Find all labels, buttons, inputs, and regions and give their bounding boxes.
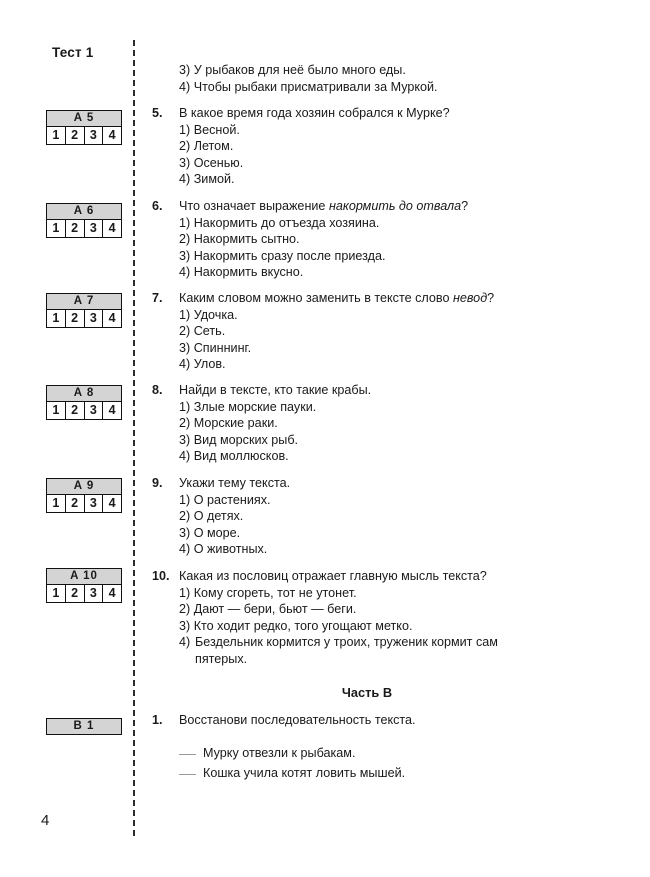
option-item[interactable]: 3) О море. [179, 525, 241, 540]
option-item[interactable]: 2) О детях. [179, 509, 244, 524]
question-9 [152, 475, 622, 558]
left-margin-column [0, 0, 134, 877]
question-stem [152, 568, 622, 585]
sequence-item[interactable] [152, 743, 622, 763]
option-item[interactable]: 1) Накормить до отъезда хозяина. [179, 215, 380, 230]
question-stem [152, 105, 622, 122]
answer-cell-4[interactable]: 4 [103, 220, 121, 237]
question-number: 8. [152, 383, 163, 397]
answer-choice-cells[interactable] [47, 220, 121, 237]
page-number: 4 [41, 812, 50, 829]
spacer [152, 729, 622, 743]
option-item[interactable]: 2) Летом. [179, 139, 234, 154]
answer-cell-4[interactable]: 4 [103, 585, 121, 602]
answer-choice-cells[interactable] [47, 585, 121, 602]
option-item[interactable]: 1) О растениях. [179, 492, 271, 507]
answer-box-label: A 5 [47, 111, 121, 127]
answer-choice-cells[interactable] [47, 402, 121, 419]
sequence-item[interactable] [152, 763, 622, 783]
page-title: Тест 1 [52, 45, 94, 60]
answer-box-label: A 7 [47, 294, 121, 310]
question-text: В какое время года хозяин собрался к Мурке? [179, 106, 450, 120]
option-item[interactable]: 4) Вид моллюсков. [179, 449, 289, 464]
answer-cell-4[interactable]: 4 [103, 402, 121, 419]
option-item[interactable]: 3) Накормить сразу после приезда. [179, 248, 386, 263]
answer-choice-cells[interactable] [47, 310, 121, 327]
option-item[interactable]: 4) Улов. [179, 357, 226, 372]
option-marker: 4) [179, 635, 191, 650]
option-item[interactable]: 4) О животных. [179, 542, 268, 557]
question-stem [152, 382, 622, 399]
option-item[interactable]: 1) Весной. [179, 122, 240, 137]
question-text-emphasis: невод [452, 291, 488, 305]
option-item[interactable]: 4) Зимой. [179, 172, 235, 187]
option-item[interactable]: 2) Сеть. [179, 324, 226, 339]
answer-cell-3[interactable]: 3 [85, 220, 104, 237]
answer-cell-2[interactable]: 2 [66, 402, 85, 419]
question-number: 6. [152, 199, 163, 213]
answer-cell-2[interactable]: 2 [66, 585, 85, 602]
answer-cell-2[interactable]: 2 [66, 127, 85, 144]
answer-box-a7[interactable] [46, 293, 122, 328]
question-text [179, 198, 622, 215]
answer-box-a5[interactable] [46, 110, 122, 145]
option-item[interactable]: 3) Спиннинг. [179, 340, 252, 355]
option-item[interactable]: 1) Удочка. [179, 307, 238, 322]
answer-choice-cells[interactable] [47, 127, 121, 144]
answer-box-label: A 10 [47, 569, 121, 585]
option-item[interactable]: 2) Морские раки. [179, 416, 278, 431]
answer-cell-3[interactable]: 3 [85, 310, 104, 327]
question-stem [152, 198, 622, 215]
answer-box-label: A 9 [47, 479, 121, 495]
question-text-plain: Что означает выражение [179, 199, 329, 213]
question-text-tail: ? [487, 291, 495, 305]
question-6 [152, 198, 622, 281]
answer-box-b1[interactable]: В 1 [46, 718, 122, 735]
question-number: 9. [152, 476, 163, 490]
question-stem [152, 712, 622, 729]
answer-cell-1[interactable]: 1 [47, 220, 66, 237]
answer-box-label: A 6 [47, 204, 121, 220]
option-item[interactable]: 3) Осенью. [179, 155, 244, 170]
answer-box-a6[interactable] [46, 203, 122, 238]
option-item[interactable]: 4) Накормить вкусно. [179, 265, 304, 280]
answer-cell-3[interactable]: 3 [85, 585, 104, 602]
question-number: 10. [152, 569, 170, 583]
answer-box-a8[interactable] [46, 385, 122, 420]
answer-cell-4[interactable]: 4 [103, 495, 121, 512]
answer-cell-4[interactable]: 4 [103, 310, 121, 327]
question-stem [152, 475, 622, 492]
carryover-options [152, 62, 622, 95]
answer-cell-1[interactable]: 1 [47, 127, 66, 144]
question-text [179, 290, 622, 307]
answer-cell-3[interactable]: 3 [85, 495, 104, 512]
option-item[interactable]: 3) Вид морских рыб. [179, 432, 299, 447]
answer-cell-2[interactable]: 2 [66, 310, 85, 327]
answer-cell-4[interactable]: 4 [103, 127, 121, 144]
answer-cell-1[interactable]: 1 [47, 402, 66, 419]
question-7 [152, 290, 622, 373]
part-b-question-1 [152, 712, 622, 783]
option-item[interactable]: 2) Дают — бери, бьют — беги. [179, 602, 357, 617]
question-text-emphasis: накормить до отвала [328, 199, 462, 213]
answer-cell-1[interactable]: 1 [47, 495, 66, 512]
option-text [195, 634, 622, 651]
answer-cell-1[interactable]: 1 [47, 310, 66, 327]
answer-cell-1[interactable]: 1 [47, 585, 66, 602]
option-item[interactable]: 3) Кто ходит редко, того угощают метко. [179, 618, 413, 633]
vertical-dashed-divider [133, 40, 135, 836]
answer-box-label: A 8 [47, 386, 121, 402]
option-item[interactable]: 1) Кому сгореть, тот не утонет. [179, 585, 357, 600]
answer-box-a10[interactable] [46, 568, 122, 603]
question-text-plain: Каким словом можно заменить в тексте слово [179, 291, 453, 305]
question-stem [152, 290, 622, 307]
question-number: 5. [152, 106, 163, 120]
question-text: Какая из пословиц отражает главную мысль текста? [179, 569, 487, 583]
question-8 [152, 382, 622, 465]
answer-cell-2[interactable]: 2 [66, 495, 85, 512]
option-item[interactable]: 2) Накормить сытно. [179, 232, 300, 247]
sequence-blank-input[interactable] [179, 745, 196, 755]
option-item[interactable]: 1) Злые морские пауки. [179, 399, 317, 414]
answer-cell-2[interactable]: 2 [66, 220, 85, 237]
question-number: 1. [152, 713, 163, 727]
question-text: Восстанови последовательность текста. [179, 713, 416, 727]
questions-column [152, 0, 622, 877]
question-5 [152, 105, 622, 188]
option-continuation: пятерых. [195, 651, 248, 666]
question-10 [152, 568, 622, 668]
sequence-blank-input[interactable] [179, 765, 196, 775]
answer-cell-3[interactable]: 3 [85, 127, 104, 144]
answer-box-a9[interactable] [46, 478, 122, 513]
sequence-item-label: Мурку отвезли к рыбакам. [203, 745, 356, 760]
option-item[interactable]: 4) Чтобы рыбаки присматривали за Муркой. [179, 79, 438, 94]
question-text: Найди в тексте, кто такие крабы. [179, 383, 372, 397]
option-item-wrapped[interactable] [152, 634, 622, 651]
option-line-1: Бездельник кормится у троих, труженик кормит сам [195, 635, 498, 650]
answer-cell-3[interactable]: 3 [85, 402, 104, 419]
question-text: Укажи тему текста. [179, 476, 291, 490]
answer-choice-cells[interactable] [47, 495, 121, 512]
part-b-heading: Часть В [341, 685, 393, 700]
question-text-tail: ? [461, 199, 469, 213]
question-number: 7. [152, 291, 163, 305]
sequence-item-label: Кошка учила котят ловить мышей. [203, 765, 406, 780]
option-item[interactable]: 3) У рыбаков для неё было много еды. [179, 63, 406, 77]
